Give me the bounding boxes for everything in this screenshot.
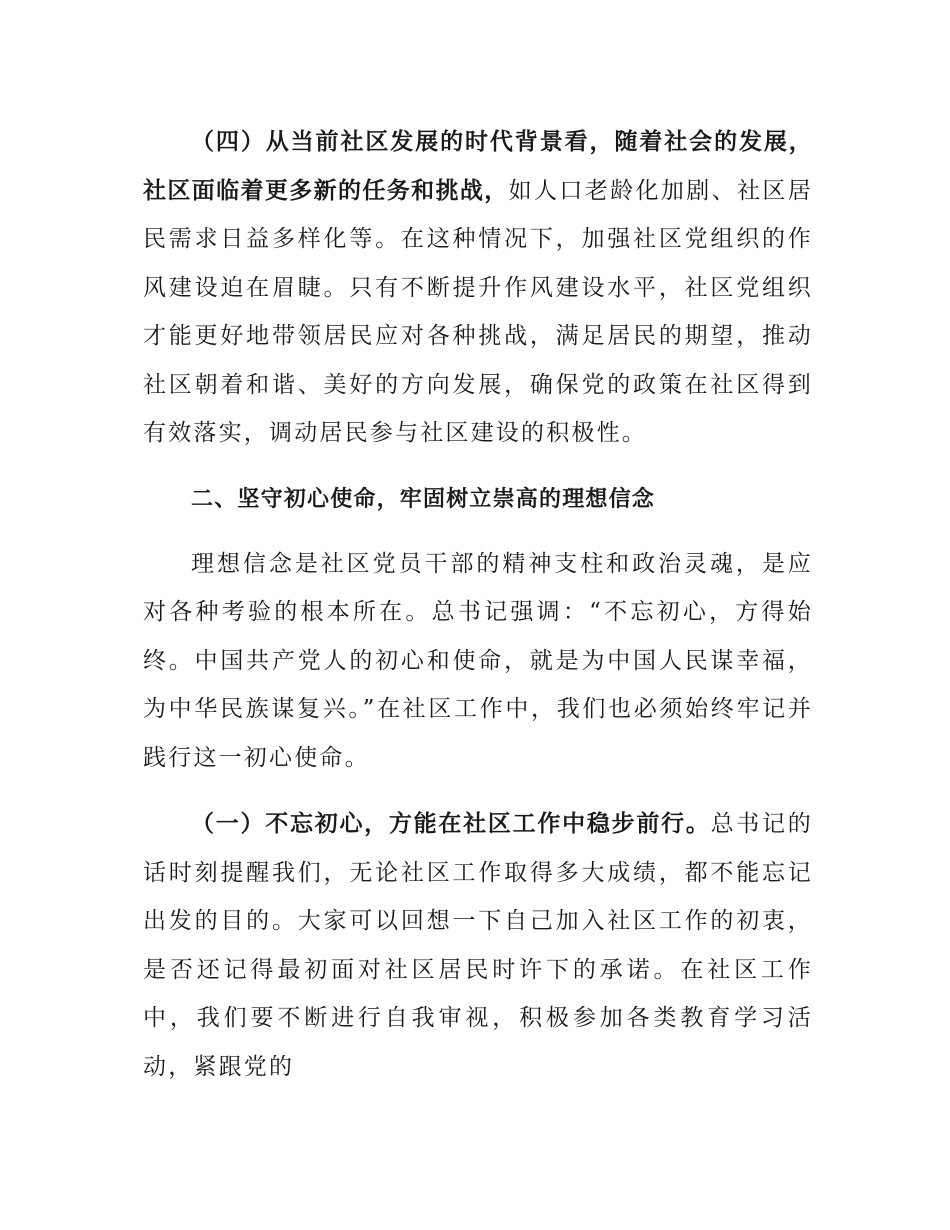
paragraph-original-aspiration	[143, 800, 813, 1091]
section-heading-2: 二、坚守初心使命，牢固树立崇高的理想信念	[191, 486, 656, 512]
document-body	[143, 118, 813, 1091]
paragraph-spacer	[143, 782, 813, 800]
paragraph-ideals-beliefs: 理想信念是社区党员干部的精神支柱和政治灵魂，是应对各种考验的根本所在。总书记强调：“不忘初心，方得始终。中国共产党人的初心和使命，就是为中国人民谋幸福，为中华民族谋复兴。”在社区工作中，我们也必须始终牢记并践行这一初心使命。	[143, 550, 813, 771]
paragraph-community-background	[143, 118, 813, 458]
paragraph-body-text: 总书记的话时刻提醒我们，无论社区工作取得多大成绩，都不能忘记出发的目的。大家可以回想一下自己加入社区工作的初衷，是否还记得最初面对社区居民时许下的承诺。在社区工作中，我们要不断进行自我审视，积极参加各类教育学习活动，紧跟党的	[143, 811, 813, 1080]
paragraph-lead-bold: （四）从当前社区发展的时代背景看，随着社会的发展，社区面临着更多新的任务和挑战，	[143, 129, 813, 204]
paragraph-lead-bold: （一）不忘初心，方能在社区工作中稳步前行。	[191, 811, 711, 837]
paragraph-body-text: 如人口老龄化加剧、社区居民需求日益多样化等。在这种情况下，加强社区党组织的作风建设迫在眉睫。只有不断提升作风建设水平，社区党组织才能更好地带领居民应对各种挑战，满足居民的期望，推动社区朝着和谐、美好的方向发展，确保党的政策在社区得到有效落实，调动居民参与社区建设的积极性。	[143, 177, 813, 446]
